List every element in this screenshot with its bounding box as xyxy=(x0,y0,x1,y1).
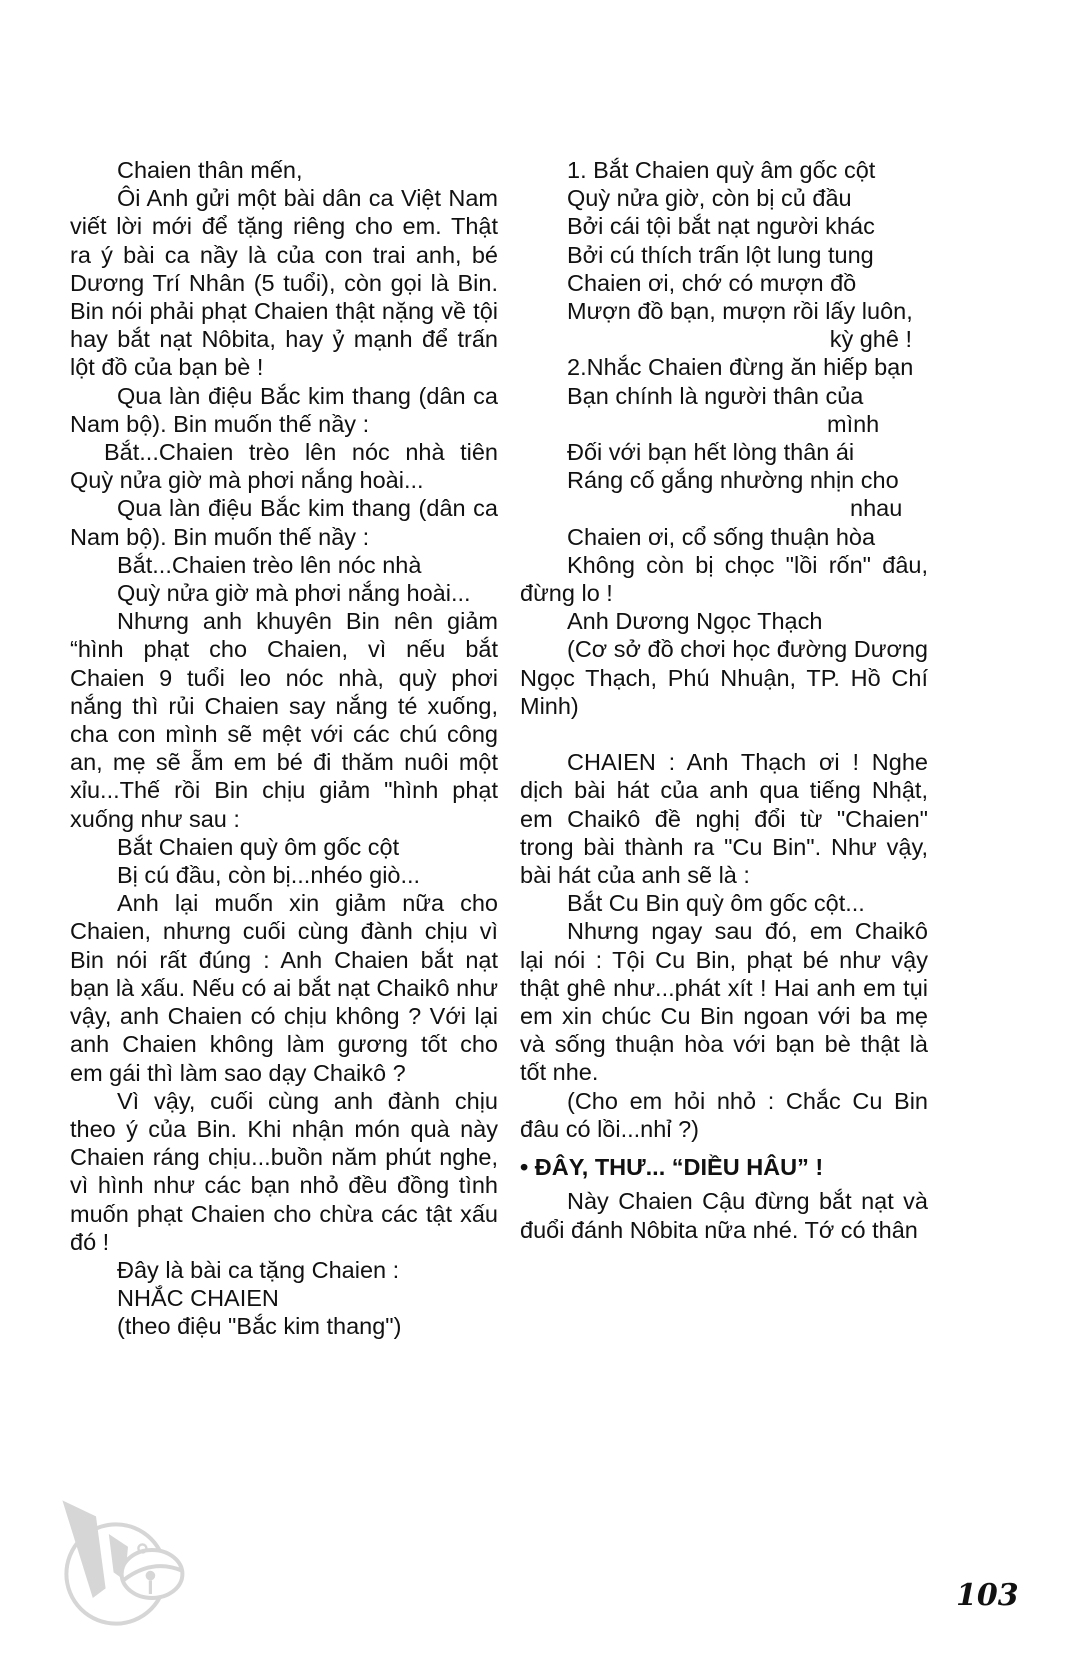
song-intro: Đây là bài ca tặng Chaien : xyxy=(117,1256,400,1283)
song-line: Bạn chính là người thân của xyxy=(567,382,864,409)
paragraph: Qua làn điệu Bắc kim thang (dân ca Nam bộ). Bin muốn thế nầy : xyxy=(70,495,498,550)
verse-line: Quỳ nửa giờ mà phơi nắng hoài... xyxy=(117,580,471,607)
reply-paragraph: CHAIEN : Anh Thạch ơi ! Nghe dịch bài hát của anh qua tiếng Nhật, em Chaikô đề nghị đổi từ "Chaien" trong bài thành ra "Cu Bin". Như vậy, bài hát của anh sẽ là : xyxy=(520,749,928,889)
song-line: Quỳ nửa giờ, còn bị củ đầu xyxy=(567,185,852,212)
paragraph: Nhưng anh khuyên Bin nên giảm “hình phạt cho Chaien, vì nếu bắt Chaien 9 tuổi leo nóc nhà, quỳ phơi nắng thì rủi Chaien say nắng té xuống, cha con mình sẽ mệt với các chú công an, mẹ sẽ ẵm em bé đi thăm nuôi một xỉu...Thế rồi Bin chịu giảm "hình phạt xuống như sau : xyxy=(70,608,498,832)
song-line: Bởi cái tội bắt nạt người khác xyxy=(567,213,875,240)
paragraph: Anh lại muốn xin giảm nữa cho Chaien, nhưng cuối cùng đành chịu vì Bin nói rất đúng : Anh Chaien bắt nạt bạn là xấu. Nếu có ai bắt nạt Chaikô như vậy, anh Chaien có chịu không ? Với lại anh Chaien không làm gương tốt cho em gái thì làm sao dạy Chaikô ? xyxy=(70,890,498,1086)
song-line: Chaien ơi, cổ sống thuận hòa xyxy=(567,523,876,550)
paragraph: Vì vậy, cuối cùng anh đành chịu theo ý của Bin. Khi nhận món quà này Chaien ráng chịu...buồn năm phút nghe, vì hình như các bạn nhỏ đều đồng tình muốn phạt Chaien cho chừa các tật xấu đó ! xyxy=(70,1087,498,1255)
reply-verse: Bắt Cu Bin quỳ ôm gốc cột... xyxy=(567,890,865,917)
section-paragraph: Này Chaien Cậu đừng bắt nạt và đuổi đánh Nôbita nữa nhé. Tớ có thân xyxy=(520,1188,928,1243)
spacer xyxy=(520,720,928,748)
song-line: Đối với bạn hết lòng thân ái xyxy=(567,439,855,466)
left-column xyxy=(70,156,498,1341)
song-tune: (theo điệu "Bắc kim thang") xyxy=(117,1313,402,1340)
verse-line: Bắt...Chaien trèo lên nóc nhà xyxy=(117,551,422,578)
right-column xyxy=(520,156,928,1244)
song-line: 1. Bắt Chaien quỳ âm gốc cột xyxy=(567,157,876,183)
song-line-continuation: mình xyxy=(827,410,880,437)
song-line: Chaien ơi, chớ có mượn đồ xyxy=(567,269,857,296)
greeting: Chaien thân mến, xyxy=(117,157,303,183)
reply-paragraph: Nhưng ngay sau đó, em Chaikô lại nói : Tội Cu Bin, phạt bé như vậy thật ghê như...phát xít ! Hai anh em tụi em xin chúc Cu Bin ngoan với ba mẹ và sống thuận hòa với bạn bè thật là tốt nhe. xyxy=(520,918,928,1086)
verse-line: Bắt...Chaien trèo lên nóc nhà tiên xyxy=(104,439,498,466)
song-line: Không còn bị chọc "lồi rốn" đâu, đừng lo ! xyxy=(520,551,928,607)
song-line: Bởi cú thích trấn lột lung tung xyxy=(567,241,874,268)
reply-paragraph: (Cho em hỏi nhỏ : Chắc Cu Bin đâu có lồi...nhỉ ?) xyxy=(520,1087,928,1142)
song-line: Ráng cố gắng nhường nhịn cho xyxy=(567,467,899,494)
paragraph: Qua làn điệu Bắc kim thang (dân ca Nam bộ). Bin muốn thế nầy : xyxy=(70,382,498,437)
page-number: 103 xyxy=(956,1578,1019,1613)
bell-logo-icon xyxy=(40,1470,200,1630)
song-title: NHẮC CHAIEN xyxy=(117,1285,279,1312)
song-line: Mượn đồ bạn, mượn rồi lấy luôn, xyxy=(567,298,913,325)
verse-line: Bắt Chaien quỳ ôm gốc cột xyxy=(117,833,400,860)
song-line-continuation: kỳ ghê ! xyxy=(829,326,912,353)
song-line-continuation: nhau xyxy=(850,495,903,522)
signature: Anh Dương Ngọc Thạch xyxy=(567,608,823,635)
verse-line: Quỳ nửa giờ mà phơi nắng hoài... xyxy=(70,467,424,494)
verse-line: Bị cú đầu, còn bị...nhéo giò... xyxy=(117,862,421,889)
song-line: 2.Nhắc Chaien đừng ăn hiếp bạn xyxy=(567,354,914,381)
section-heading: • ĐÂY, THƯ... “DIỀU HÂU” ! xyxy=(520,1154,824,1181)
address: (Cơ sở đồ chơi học đường Dương Ngọc Thạch, Phú Nhuận, TP. Hồ Chí Minh) xyxy=(520,636,928,719)
paragraph: Ôi Anh gửi một bài dân ca Việt Nam viết lời mới để tặng riêng cho em. Thật ra ý bài ca nầy là của con trai anh, bé Dương Trí Nhân (5 tuổi), còn gọi là Bin. Bin nói phải phạt Chaien thật nặng về tội hay bắt nạt Nôbita, hay ỷ mạnh để trấn lột đồ của bạn bè ! xyxy=(70,185,498,381)
